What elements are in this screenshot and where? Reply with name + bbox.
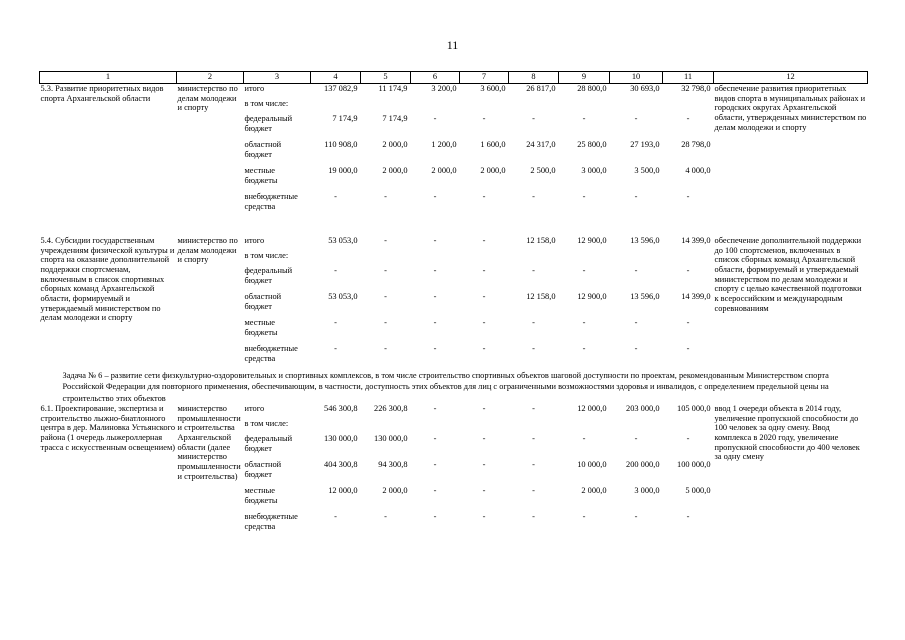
funding-value: 12 158,0 [526, 236, 556, 245]
column-header: 12 [714, 72, 868, 84]
expected-result: обеспечение дополнительной поддержки до 100 спортсменов, включенных в список сборных команд Архангельской области, формируемый и утверждаемый министерством по делам молодежи и спорту с целью качественной подготовки к всероссийским и международным соревнованиям [714, 236, 862, 313]
funding-value [663, 419, 714, 434]
funding-value: - [582, 512, 586, 522]
funding-value: - [384, 512, 387, 522]
funding-source: федеральный бюджет [244, 266, 293, 285]
funding-value: 27 193,0 [630, 140, 660, 149]
funding-value: 28 800,0 [577, 84, 607, 93]
funding-value: 7 174,9 [382, 114, 408, 123]
funding-value [610, 419, 663, 434]
funding-value: - [532, 192, 535, 201]
funding-source: местные бюджеты [244, 318, 278, 337]
funding-value [311, 99, 361, 114]
funding-source: в том числе: [244, 99, 289, 108]
program-table [39, 71, 868, 538]
funding-value: - [433, 192, 437, 201]
column-header: 3 [244, 72, 311, 84]
funding-value: 3 000,0 [581, 166, 607, 175]
funding-source: в том числе: [244, 419, 289, 429]
funding-value: 25 800,0 [577, 140, 607, 149]
funding-value: 53 053,0 [328, 236, 358, 245]
funding-value: 2 000,0 [581, 486, 607, 496]
funding-value: - [384, 236, 387, 245]
funding-value: 226 300,8 [374, 404, 408, 414]
funding-value: - [334, 318, 337, 327]
funding-value: - [433, 344, 437, 353]
funding-value: - [532, 344, 535, 353]
funding-value: - [634, 344, 638, 353]
funding-value: 12 158,0 [526, 292, 556, 301]
funding-value: 4 000,0 [685, 166, 711, 175]
expected-result: обеспечение развития приоритетных видов спорта в муниципальных районах и городских округах Архангельской области, утвержденных министерством по делам молодежи и спорту [714, 84, 867, 132]
funding-value: 7 174,9 [332, 114, 358, 123]
funding-value: - [634, 512, 638, 522]
funding-value: - [634, 318, 638, 327]
funding-value: 130 000,0 [374, 434, 408, 444]
funding-value: - [532, 512, 535, 522]
funding-value: - [686, 266, 690, 275]
funding-value: 13 596,0 [630, 292, 660, 301]
funding-value: 12 000,0 [577, 404, 607, 414]
funding-value: - [384, 292, 387, 301]
funding-value: - [532, 460, 535, 470]
funding-value [411, 99, 460, 114]
funding-value: - [582, 318, 586, 327]
funding-source: в том числе: [244, 251, 289, 260]
funding-source: областной бюджет [244, 460, 282, 479]
funding-value: - [433, 434, 437, 444]
funding-value: - [482, 292, 486, 301]
funding-value: 12 900,0 [577, 236, 607, 245]
funding-value: 30 693,0 [630, 84, 660, 93]
funding-value [361, 99, 411, 114]
funding-source: областной бюджет [244, 140, 282, 159]
funding-value: 203 000,0 [626, 404, 660, 414]
funding-value: - [433, 512, 437, 522]
funding-value: - [482, 512, 486, 522]
column-header: 7 [460, 72, 509, 84]
column-header: 9 [559, 72, 610, 84]
funding-value: - [634, 192, 638, 201]
funding-value: - [384, 266, 387, 275]
funding-value: - [433, 460, 437, 470]
funding-value: - [334, 512, 337, 522]
funding-value [460, 99, 509, 114]
funding-value: 3 000,0 [634, 486, 660, 496]
funding-value [460, 251, 509, 266]
column-header: 1 [40, 72, 177, 84]
funding-value: - [433, 114, 437, 123]
funding-value: 24 317,0 [526, 140, 556, 149]
funding-value: 2 500,0 [530, 166, 556, 175]
funding-value: - [532, 114, 535, 123]
funding-value [411, 419, 460, 434]
funding-value: - [334, 344, 337, 353]
funding-value: - [582, 266, 586, 275]
funding-value [509, 419, 559, 434]
funding-value: 12 900,0 [577, 292, 607, 301]
funding-value: - [582, 434, 586, 444]
funding-value: - [482, 318, 486, 327]
funding-source: областной бюджет [244, 292, 282, 311]
table-header [40, 72, 868, 84]
funding-value: - [482, 236, 486, 245]
responsible-executor: министерство по делам молодежи и спорту [177, 236, 238, 265]
funding-source: внебюджетные средства [244, 344, 298, 363]
funding-value: 2 000,0 [382, 166, 408, 175]
funding-value: 10 000,0 [577, 460, 607, 470]
funding-value: 3 600,0 [480, 84, 506, 93]
column-header: 2 [177, 72, 244, 84]
funding-value: 105 000,0 [677, 404, 711, 414]
funding-value: - [482, 486, 486, 496]
funding-source: федеральный бюджет [244, 114, 293, 133]
funding-value [509, 99, 559, 114]
column-header: 5 [361, 72, 411, 84]
funding-value: - [634, 434, 638, 444]
funding-value [509, 251, 559, 266]
responsible-executor: министерство промышленности и строительства Архангельской области (далее министерство промышленности и строительства) [177, 404, 241, 481]
funding-value: - [686, 114, 690, 123]
spacer-row [40, 218, 868, 236]
funding-value [311, 419, 361, 434]
funding-value: - [433, 318, 437, 327]
funding-source: внебюджетные средства [244, 192, 298, 211]
task-6-heading: Задача № 6 – развитие сети физкультурно-оздоровительных и спортивных комплексов, в том числе строительство спортивных объектов шаговой доступности по проектам, рекомендованным Министерством спорта Российской Федерации для повторного применения, обеспечивающим, в частности, доступность этих объектов для лиц с ограниченными возможностями здоровья и инвалидов, с определением предельной цены на строительство этих объектов [62, 371, 829, 403]
funding-value: - [334, 192, 337, 201]
funding-value [559, 419, 610, 434]
funding-value: - [582, 114, 586, 123]
table-row [40, 236, 868, 251]
funding-value: 13 596,0 [630, 236, 660, 245]
funding-value: - [686, 192, 690, 201]
funding-source: федеральный бюджет [244, 434, 293, 453]
funding-value: 2 000,0 [431, 166, 457, 175]
funding-value: 14 399,0 [681, 236, 711, 245]
funding-value: 53 053,0 [328, 292, 358, 301]
funding-source: местные бюджеты [244, 166, 278, 185]
funding-value [610, 99, 663, 114]
funding-value [311, 251, 361, 266]
funding-value [361, 419, 411, 434]
funding-value: - [482, 192, 486, 201]
expected-result: ввод 1 очереди объекта в 2014 году, увеличение пропускной способности до 100 человек за одну смену. Ввод комплекса в 2020 году, увеличение пропускной способности до 400 человек за одну смену [714, 404, 860, 462]
measure-name: 5.3. Развитие приоритетных видов спорта Архангельской области [40, 84, 164, 103]
funding-value [411, 251, 460, 266]
funding-value: 12 000,0 [328, 486, 358, 496]
table-row [40, 404, 868, 419]
funding-source: итого [244, 236, 265, 245]
funding-value: - [482, 434, 486, 444]
column-header: 6 [411, 72, 460, 84]
funding-value: 546 300,8 [324, 404, 358, 414]
funding-source: итого [244, 404, 265, 414]
funding-value: 1 600,0 [480, 140, 506, 149]
funding-value: - [532, 404, 535, 414]
funding-value: 19 000,0 [328, 166, 358, 175]
funding-value [361, 251, 411, 266]
funding-value [559, 99, 610, 114]
column-header: 8 [509, 72, 559, 84]
column-header: 4 [311, 72, 361, 84]
funding-source: местные бюджеты [244, 486, 278, 505]
funding-value: - [482, 404, 486, 414]
funding-value: - [634, 266, 638, 275]
funding-value: 5 000,0 [685, 486, 711, 496]
funding-value: - [482, 266, 486, 275]
page-number: 11 [446, 38, 459, 52]
funding-value: - [532, 486, 535, 496]
funding-value: - [582, 344, 586, 353]
funding-value: - [334, 266, 337, 275]
funding-value: - [582, 192, 586, 201]
funding-value: 11 174,9 [378, 84, 408, 93]
funding-value: 130 000,0 [324, 434, 358, 444]
column-header: 10 [610, 72, 663, 84]
funding-value: 110 908,0 [324, 140, 358, 149]
funding-value: - [433, 486, 437, 496]
funding-value: 2 000,0 [480, 166, 506, 175]
funding-value: 1 200,0 [431, 140, 457, 149]
funding-value [610, 251, 663, 266]
funding-value: - [686, 318, 690, 327]
funding-value: 404 300,8 [324, 460, 358, 470]
funding-value: 3 200,0 [431, 84, 457, 93]
task-row [40, 370, 868, 404]
column-header: 11 [663, 72, 714, 84]
funding-value: - [686, 344, 690, 353]
funding-value: 2 000,0 [382, 486, 408, 496]
funding-value: 94 300,8 [378, 460, 408, 470]
funding-value: - [433, 266, 437, 275]
funding-value [663, 251, 714, 266]
funding-value: - [634, 114, 638, 123]
funding-value: 32 798,0 [681, 84, 711, 93]
funding-value: 200 000,0 [626, 460, 660, 470]
funding-value: 28 798,0 [681, 140, 711, 149]
funding-value: - [532, 266, 535, 275]
funding-value: 100 000,0 [677, 460, 711, 470]
funding-value [559, 251, 610, 266]
funding-value: 137 082,9 [324, 84, 358, 93]
funding-value: 26 817,0 [526, 84, 556, 93]
table-row [40, 84, 868, 100]
measure-name: 5.4. Субсидии государственным учреждениям физической культуры и спорта на оказание дополнительной поддержки спортсменам, включенным в список спортивных сборных команд Архангельской области, формируемый и утверждаемый министерством по делам молодежи и спорту [40, 236, 175, 323]
funding-source: внебюджетные средства [244, 512, 298, 531]
funding-value: - [433, 404, 437, 414]
funding-value: - [482, 344, 486, 353]
funding-value: - [384, 192, 387, 201]
funding-value: - [482, 114, 486, 123]
funding-value: - [482, 460, 486, 470]
funding-value [460, 419, 509, 434]
funding-value: - [433, 292, 437, 301]
funding-value: - [532, 434, 535, 444]
funding-value: - [686, 434, 690, 444]
funding-value: - [686, 512, 690, 522]
funding-value: 3 500,0 [634, 166, 660, 175]
responsible-executor: министерство по делам молодежи и спорту [177, 84, 238, 113]
funding-value [663, 99, 714, 114]
funding-source: итого [244, 84, 265, 93]
funding-value: 14 399,0 [681, 292, 711, 301]
measure-name: 6.1. Проектирование, экспертиза и строительство лыжно-биатлонного центра в дер. Малиновка Устьянского района (1 очередь лыжероллерная трасса с искусственным освещением) [40, 404, 176, 452]
funding-value: - [532, 318, 535, 327]
funding-value: 2 000,0 [382, 140, 408, 149]
funding-value: - [433, 236, 437, 245]
funding-value: - [384, 344, 387, 353]
funding-value: - [384, 318, 387, 327]
